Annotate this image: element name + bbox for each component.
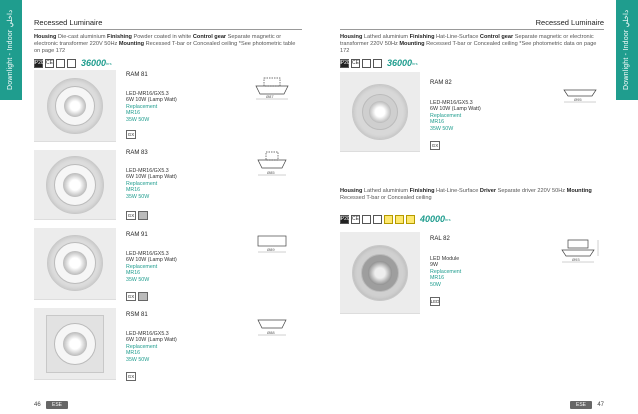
product-model-ral82: RAL 82 [430, 236, 450, 242]
svg-text:Ø93: Ø93 [572, 257, 580, 262]
spec-key: Finishing [409, 34, 435, 40]
right-page-number: 47 [597, 402, 604, 408]
left-side-tab: Downlight - Indoor داخلي [0, 0, 22, 100]
product-spec-ram81: LED-MR16/GX5.3 6W 10W (Lamp Watt) Replacement MR16 35W 50W [126, 91, 177, 123]
spec-value: Die-cast aluminium [56, 34, 108, 40]
dimming-icon [373, 215, 382, 224]
right-page-title: Recessed Luminaire [535, 18, 604, 27]
left-description [34, 34, 302, 56]
spec-key: Driver [479, 188, 497, 194]
spec-key: Control gear [192, 34, 227, 40]
spec-value: Lathed aluminium [362, 188, 410, 194]
ce-mark-icon: CE [352, 60, 359, 66]
spec-value: Separate magnetic or electronic transformer 220V 50Hz [34, 34, 282, 48]
right-section2-description [340, 188, 604, 202]
led-icon [384, 215, 393, 224]
energy-icon [395, 215, 404, 224]
lamp-base-icon: GX [431, 143, 439, 148]
spec-key: Mounting [566, 188, 592, 194]
class-icon [362, 215, 371, 224]
right-side-tab: Downlight - Indoor داخلي [616, 0, 638, 100]
lamp-hours: 40000hrs [420, 213, 451, 224]
dimension-drawing-ram83 [252, 150, 292, 180]
spec-key: Mounting [118, 41, 145, 48]
ip-rating-icon: IP20 [339, 216, 350, 222]
spec-key: Finishing [409, 188, 435, 194]
product-spec-ram91: LED-MR16/GX5.3 6W 10W (Lamp Watt) Replacement MR16 35W 50W [126, 251, 177, 283]
product-photo-ral82 [340, 232, 420, 314]
spec-value: Hat-Line-Surface [434, 188, 480, 194]
product-model-ram82: RAM 82 [430, 80, 452, 86]
svg-text:Ø88: Ø88 [267, 330, 275, 335]
spec-key: Mounting [399, 41, 425, 48]
product-spec-ram82: LED-MR16/GX5.3 6W 10W (Lamp Watt) Replacement MR16 35W 50W [430, 100, 481, 132]
product-photo-ram83 [34, 150, 116, 220]
spec-key: Finishing [107, 34, 132, 40]
class-icon [56, 59, 65, 68]
right-title-rule [340, 29, 604, 30]
product-photo-ram82 [340, 72, 420, 152]
spec-key: Control gear [479, 34, 514, 40]
spec-value: Separate magnetic or electronic transformer 220V 50Hz [340, 34, 594, 48]
product-spec-rsm81: LED-MR16/GX5.3 6W 10W (Lamp Watt) Replacement MR16 35W 50W [126, 331, 177, 363]
product-model-rsm81: RSM 81 [126, 312, 148, 318]
spec-value: Lathed aluminium [362, 34, 410, 40]
right-description [340, 34, 604, 56]
dimming-icon [67, 59, 76, 68]
tilt-icon [138, 211, 148, 220]
lamp-base-icon: GX [127, 374, 135, 379]
product-photo-rsm81 [34, 308, 116, 380]
dimension-drawing-ram91 [252, 230, 292, 260]
dimming-icon [373, 59, 382, 68]
right-icon-strip [340, 58, 418, 68]
dimension-drawing-rsm81 [252, 312, 292, 342]
svg-text:Ø95: Ø95 [574, 97, 582, 102]
brand-logo: ESE [570, 401, 592, 409]
ip-rating-icon: IP20 [339, 60, 350, 66]
lamp-base-icon: GX [127, 213, 135, 218]
brand-logo: ESE [46, 401, 68, 409]
product-spec-ral82: LED Module 9W Replacement MR16 50W [430, 256, 462, 288]
lamp-base-icon: GX [127, 294, 135, 299]
ce-mark-icon: CE [46, 60, 53, 66]
product-spec-ram83: LED-MR16/GX5.3 6W 10W (Lamp Watt) Replacement MR16 35W 50W [126, 168, 177, 200]
left-title-rule [34, 29, 302, 30]
product-model-ram83: RAM 83 [126, 150, 148, 156]
spec-value: Recessed T-bar or Concealed ceiling *See photometric data on page 172 [340, 41, 597, 55]
ip-rating-icon: IP20 [33, 60, 44, 66]
tilt-icon [138, 292, 148, 301]
spec-value: Recessed T-bar or Concealed ceiling [340, 195, 432, 202]
led-module-icon: LED [430, 299, 440, 304]
lamp-hours: 36000hrs [387, 57, 418, 68]
dimension-drawing-ram81 [252, 72, 292, 102]
product-photo-ram81 [34, 70, 116, 142]
class-icon [362, 59, 371, 68]
svg-text:Ø85: Ø85 [267, 170, 275, 175]
product-photo-ram91 [34, 228, 116, 300]
spec-key: Housing [340, 188, 363, 194]
product-model-ram91: RAM 91 [126, 232, 148, 238]
product-model-ram81: RAM 81 [126, 72, 148, 78]
dimension-drawing-ral82 [558, 238, 602, 268]
svg-text:Ø87: Ø87 [266, 94, 274, 99]
left-page-number: 46 [34, 402, 41, 408]
left-icon-strip [34, 58, 112, 68]
eco-icon [406, 215, 415, 224]
lamp-base-icon: GX [127, 132, 135, 137]
dimension-drawing-ram82 [560, 82, 600, 108]
spec-key: Housing [34, 34, 57, 40]
lamp-hours: 36000hrs [81, 57, 112, 68]
ce-mark-icon: CE [352, 216, 359, 222]
spec-value: Powder coated in white [131, 34, 193, 40]
spec-value: Recessed T-bar or Concealed ceiling *See photometric table on page 172 [34, 41, 296, 55]
right-icon-strip-2 [340, 214, 451, 224]
svg-text:Ø89: Ø89 [267, 247, 275, 252]
spec-key: Housing [340, 34, 363, 40]
left-page-title: Recessed Luminaire [34, 18, 103, 27]
spec-value: Separate driver 220V 50Hz [496, 188, 567, 194]
spec-value: Hat-Line-Surface [434, 34, 480, 40]
